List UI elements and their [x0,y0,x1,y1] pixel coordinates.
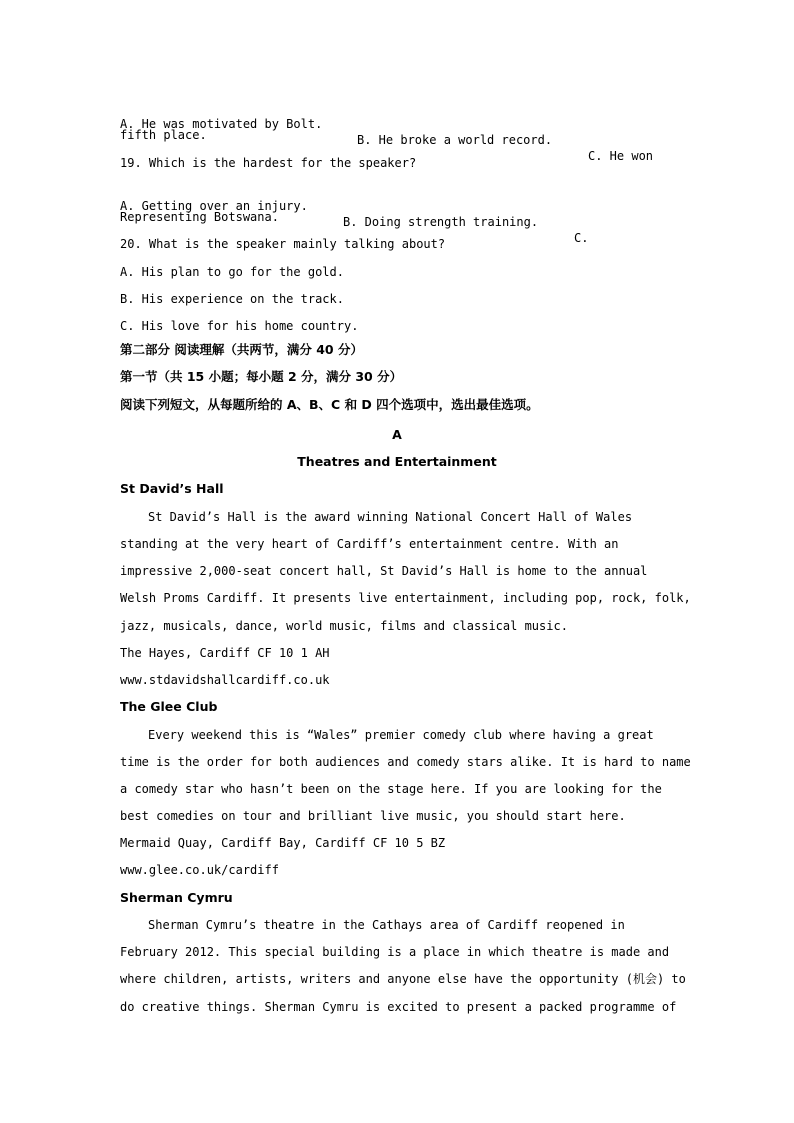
passage-letter: A [392,427,402,442]
venue-address: The Hayes, Cardiff CF 10 1 AH [120,646,330,660]
part-two-heading: 第二部分 阅读理解（共两节，满分 40 分） [120,342,363,357]
venue-name: St David’s Hall [120,481,224,496]
paragraph-line: Sherman Cymru’s theatre in the Cathays area of Cardiff reopened in [148,918,625,932]
q18-option-c: C. He won [588,149,654,163]
q18-option-b: B. He broke a world record. [357,133,553,147]
venue-website: www.stdavidshallcardiff.co.uk [120,673,330,687]
paragraph-line: Every weekend this is “Wales” premier comedy club where having a great [148,728,654,742]
paragraph-line: best comedies on tour and brilliant live music, you should start here. [120,809,626,823]
passage-title: Theatres and Entertainment [297,454,497,469]
q20-question: 20. What is the speaker mainly talking about? [120,237,446,251]
q19-option-c-continued: Representing Botswana. [120,210,279,224]
q19-option-c: C. [574,231,589,245]
paragraph-line: time is the order for both audiences and comedy stars alike. It is hard to name [120,755,691,769]
venue-website: www.glee.co.uk/cardiff [120,863,279,877]
q19-option-a: A. Getting over an injury. [120,199,308,213]
q20-option-c: C. His love for his home country. [120,319,359,333]
section-one-heading: 第一节（共 15 小题；每小题 2 分，满分 30 分） [120,369,403,384]
q20-option-a: A. His plan to go for the gold. [120,265,344,279]
paragraph-line: Welsh Proms Cardiff. It presents live entertainment, including pop, rock, folk, [120,591,691,605]
q18-option-c-continued: fifth place. [120,128,207,142]
paragraph-line: impressive 2,000-seat concert hall, St David’s Hall is home to the annual [120,564,648,578]
paragraph-line: do creative things. Sherman Cymru is excited to present a packed programme of [120,1000,677,1014]
paragraph-line: jazz, musicals, dance, world music, films and classical music. [120,619,568,633]
q19-option-b: B. Doing strength training. [343,215,539,229]
instruction-text: 阅读下列短文，从每题所给的 A、B、C 和 D 四个选项中，选出最佳选项。 [120,397,539,412]
paragraph-line: a comedy star who hasn’t been on the stage here. If you are looking for the [120,782,662,796]
paragraph-line: where children, artists, writers and anyone else have the opportunity (机会) to [120,972,686,986]
q20-option-b: B. His experience on the track. [120,292,344,306]
venue-address: Mermaid Quay, Cardiff Bay, Cardiff CF 10 5 BZ [120,836,446,850]
venue-name: Sherman Cymru [120,890,233,905]
venue-name: The Glee Club [120,699,218,714]
paragraph-line: St David’s Hall is the award winning National Concert Hall of Wales [148,510,633,524]
q19-question: 19. Which is the hardest for the speaker? [120,156,417,170]
q18-option-a: A. He was motivated by Bolt. [120,117,323,131]
paragraph-line: standing at the very heart of Cardiff’s entertainment centre. With an [120,537,619,551]
paragraph-line: February 2012. This special building is a place in which theatre is made and [120,945,670,959]
